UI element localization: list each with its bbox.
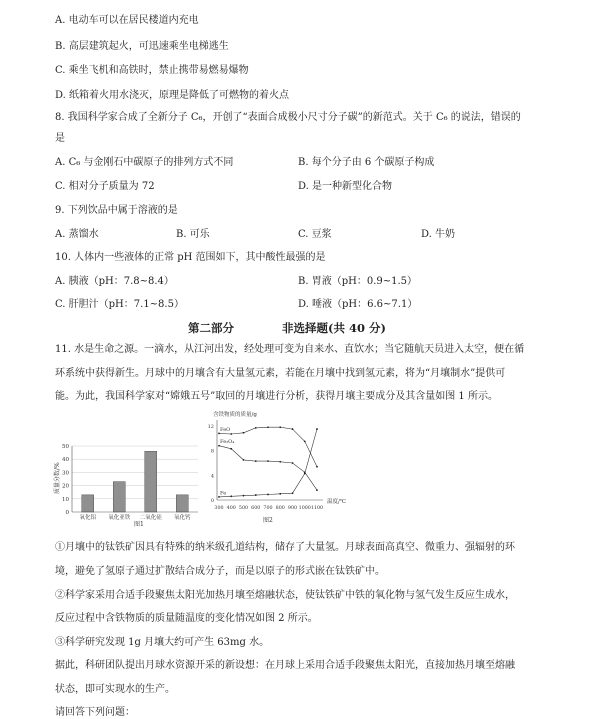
fig1-y-tick-label: 20: [62, 483, 69, 490]
q9-option-a: A. 蒸馏水: [55, 229, 99, 240]
fig2-data-point: [243, 432, 245, 434]
fig2-data-point: [279, 493, 281, 495]
q8-stem-line1: 8. 我国科学家合成了全新分子 C₆，开创了“表面合成极小尺寸分子碳”的新范式。关于 C₆ 的说法，错误的: [55, 112, 521, 123]
fig2-data-point: [304, 473, 306, 475]
fig1-category-label: 氧化亚铁: [108, 515, 131, 521]
fig2-x-tick-label: 500: [238, 506, 249, 511]
section-part-label: 第二部分: [188, 321, 234, 335]
q10-option-d: D. 唾液（pH：6.6~7.1）: [298, 299, 418, 310]
q8-option-a: A. C₆ 与金刚石中碳原子的排列方式不同: [55, 157, 234, 168]
fig2-x-tick-label: 700: [263, 506, 273, 511]
fig2-x-tick-label: 900: [287, 506, 298, 511]
fig1-y-tick-label: 50: [62, 444, 69, 450]
figure-2-line-chart: [205, 408, 365, 526]
fig1-category-label: 氧化钙: [173, 515, 191, 521]
fig2-x-tick-label: 1100: [310, 506, 324, 511]
fig2-data-point: [255, 460, 257, 462]
q11-statement2-line2: 反应过程中含铁物质的质量随温度的变化情况如图 2 所示。: [55, 613, 318, 624]
fig2-data-point: [230, 495, 232, 497]
fig2-data-point: [230, 433, 232, 435]
fig2-series-labels: [220, 427, 234, 497]
fig1-y-tick-label: 0: [65, 510, 69, 516]
fig1-gridlines: [72, 446, 198, 499]
fig1-caption: 图1: [134, 521, 144, 528]
q10-stem: 10. 人体内一些液体的正常 pH 范围如下，其中酸性最强的是: [55, 252, 326, 263]
fig2-y-tick-label: 12: [207, 424, 214, 430]
fig2-y-tick-label: 0: [210, 498, 214, 504]
q7-option-c: C. 乘坐飞机和高铁时，禁止携带易燃易爆物: [55, 65, 249, 76]
q10-option-a: A. 胰液（pH：7.8~8.4）: [55, 276, 174, 287]
fig1-bar: [82, 495, 94, 512]
fig2-data-point: [267, 494, 269, 496]
q8-option-c: C. 相对分子质量为 72: [55, 181, 155, 192]
fig2-data-point: [279, 426, 281, 428]
fig2-data-point: [316, 489, 318, 491]
q9-option-b: B. 可乐: [176, 229, 210, 240]
fig2-series-points: [218, 426, 318, 497]
fig2-y-ticks: [208, 424, 214, 504]
fig2-data-point: [279, 461, 281, 463]
fig2-y-tick-label: 8: [210, 448, 214, 455]
fig2-y-tick-label: 4: [210, 473, 214, 480]
q10-option-c: C. 肝胆汁（pH：7.1~8.5）: [55, 299, 184, 310]
fig1-bars: [82, 451, 189, 512]
q7-option-b: B. 高层建筑起火，可迅速乘坐电梯逃生: [55, 41, 229, 52]
section-title: 非选择题(共 40 分): [282, 321, 386, 335]
fig2-x-tick-label: 600: [251, 506, 261, 511]
fig2-data-point: [255, 427, 257, 429]
fig2-x-ticks: [214, 505, 323, 511]
q11-statement1-line2: 境，避免了氢原子通过扩散结合成分子，而是以原子的形式嵌在钛铁矿中。: [55, 566, 385, 577]
fig2-data-point: [230, 448, 232, 450]
fig1-category-label: 二氧化硅: [139, 515, 162, 521]
fig2-caption: 图2: [263, 517, 273, 524]
fig2-series-label: FeO: [220, 426, 231, 433]
fig2-data-point: [292, 428, 294, 430]
q11-statement3: ③科学研究发现 1g 月壤大约可产生 63mg 水。: [55, 637, 270, 648]
fig2-series-label: Fe₃O₄: [220, 439, 235, 446]
fig2-y-axis-label: 含铁物质的质量/g: [213, 412, 257, 418]
fig2-data-point: [267, 426, 269, 428]
fig1-y-ticks: [62, 444, 70, 516]
fig2-data-point: [255, 494, 257, 496]
q11-prompt: 请回答下列问题：: [55, 707, 135, 718]
figure-1-bar-chart: [50, 436, 200, 528]
q7-option-a: A. 电动车可以在居民楼道内充电: [55, 15, 199, 26]
fig1-category-label: 氧化铝: [79, 515, 97, 521]
fig2-series-label: Fe: [220, 490, 227, 497]
fig1-bar: [113, 482, 125, 512]
fig2-data-point: [292, 492, 294, 494]
q11-statement1-line1: ①月壤中的钛铁矿因具有特殊的纳米级孔道结构，储存了大量氢。月球表面高真空、微重力、强辐射的环: [55, 542, 515, 553]
q11-para-line3: 能。为此，我国科学家对“嫦娥五号”取回的月壤进行分析，获得月壤主要成分及其含量如图 1 所示。: [55, 391, 498, 402]
q10-option-b: B. 胃液（pH：0.9~1.5）: [298, 276, 418, 287]
q7-option-d: D. 纸箱着火用水浇灭，原理是降低了可燃物的着火点: [55, 90, 290, 101]
fig2-data-point: [243, 495, 245, 497]
q9-option-c: C. 豆浆: [298, 229, 332, 240]
q11-para-line1: 11. 水是生命之源。一滴水，从江河出发，经处理可变为自来水、直饮水；当它随航天员进入太空，便在循: [55, 344, 525, 355]
fig2-data-point: [316, 466, 318, 468]
q11-para-line2: 环系统中获得新生。月球中的月壤含有大量氢元素，若能在月壤中找到氢元素，将为“月壤制水”提供可: [55, 368, 506, 379]
fig2-series-line: [219, 446, 317, 490]
fig2-series-lines: [219, 427, 317, 497]
q9-stem: 9. 下列饮品中属于溶液的是: [55, 205, 178, 216]
fig2-x-tick-label: 300: [214, 506, 224, 511]
q11-conclusion-line2: 状态，即可实现水的生产。: [55, 684, 175, 695]
fig1-bar: [176, 495, 188, 512]
fig2-data-point: [243, 459, 245, 461]
fig2-data-point: [292, 462, 294, 464]
fig1-bar: [145, 451, 157, 512]
fig2-x-tick-label: 1000: [298, 506, 311, 511]
q8-option-b: B. 每个分子由 6 个碳原子构成: [298, 157, 435, 168]
q11-statement2-line1: ②科学家采用合适手段聚焦太阳光加热月壤至熔融状态，使钛铁矿中铁的氧化物与氢气发生反应生成水，: [55, 590, 515, 601]
fig2-x-tick-label: 400: [226, 506, 236, 511]
fig2-x-axis-label: 温度/℃: [327, 499, 347, 505]
q11-conclusion-line1: 据此，科研团队提出月球水资源开采的新设想：在月球上采用合适手段聚焦太阳光，直接加热月壤至熔融: [55, 660, 515, 671]
q8-stem-line2: 是: [55, 133, 65, 144]
fig1-y-axis-label: 质量分数/%: [54, 462, 61, 494]
fig2-x-tick-label: 800: [275, 506, 285, 511]
fig2-data-point: [316, 428, 318, 430]
q8-option-d: D. 是一种新型化合物: [298, 181, 393, 192]
q9-option-d: D. 牛奶: [421, 229, 456, 240]
fig1-y-tick-label: 30: [62, 470, 69, 477]
fig2-data-point: [267, 460, 269, 462]
fig2-data-point: [304, 441, 306, 443]
fig1-category-labels: [79, 513, 191, 521]
fig1-y-tick-label: 40: [62, 457, 69, 464]
fig1-y-tick-label: 10: [62, 496, 69, 503]
